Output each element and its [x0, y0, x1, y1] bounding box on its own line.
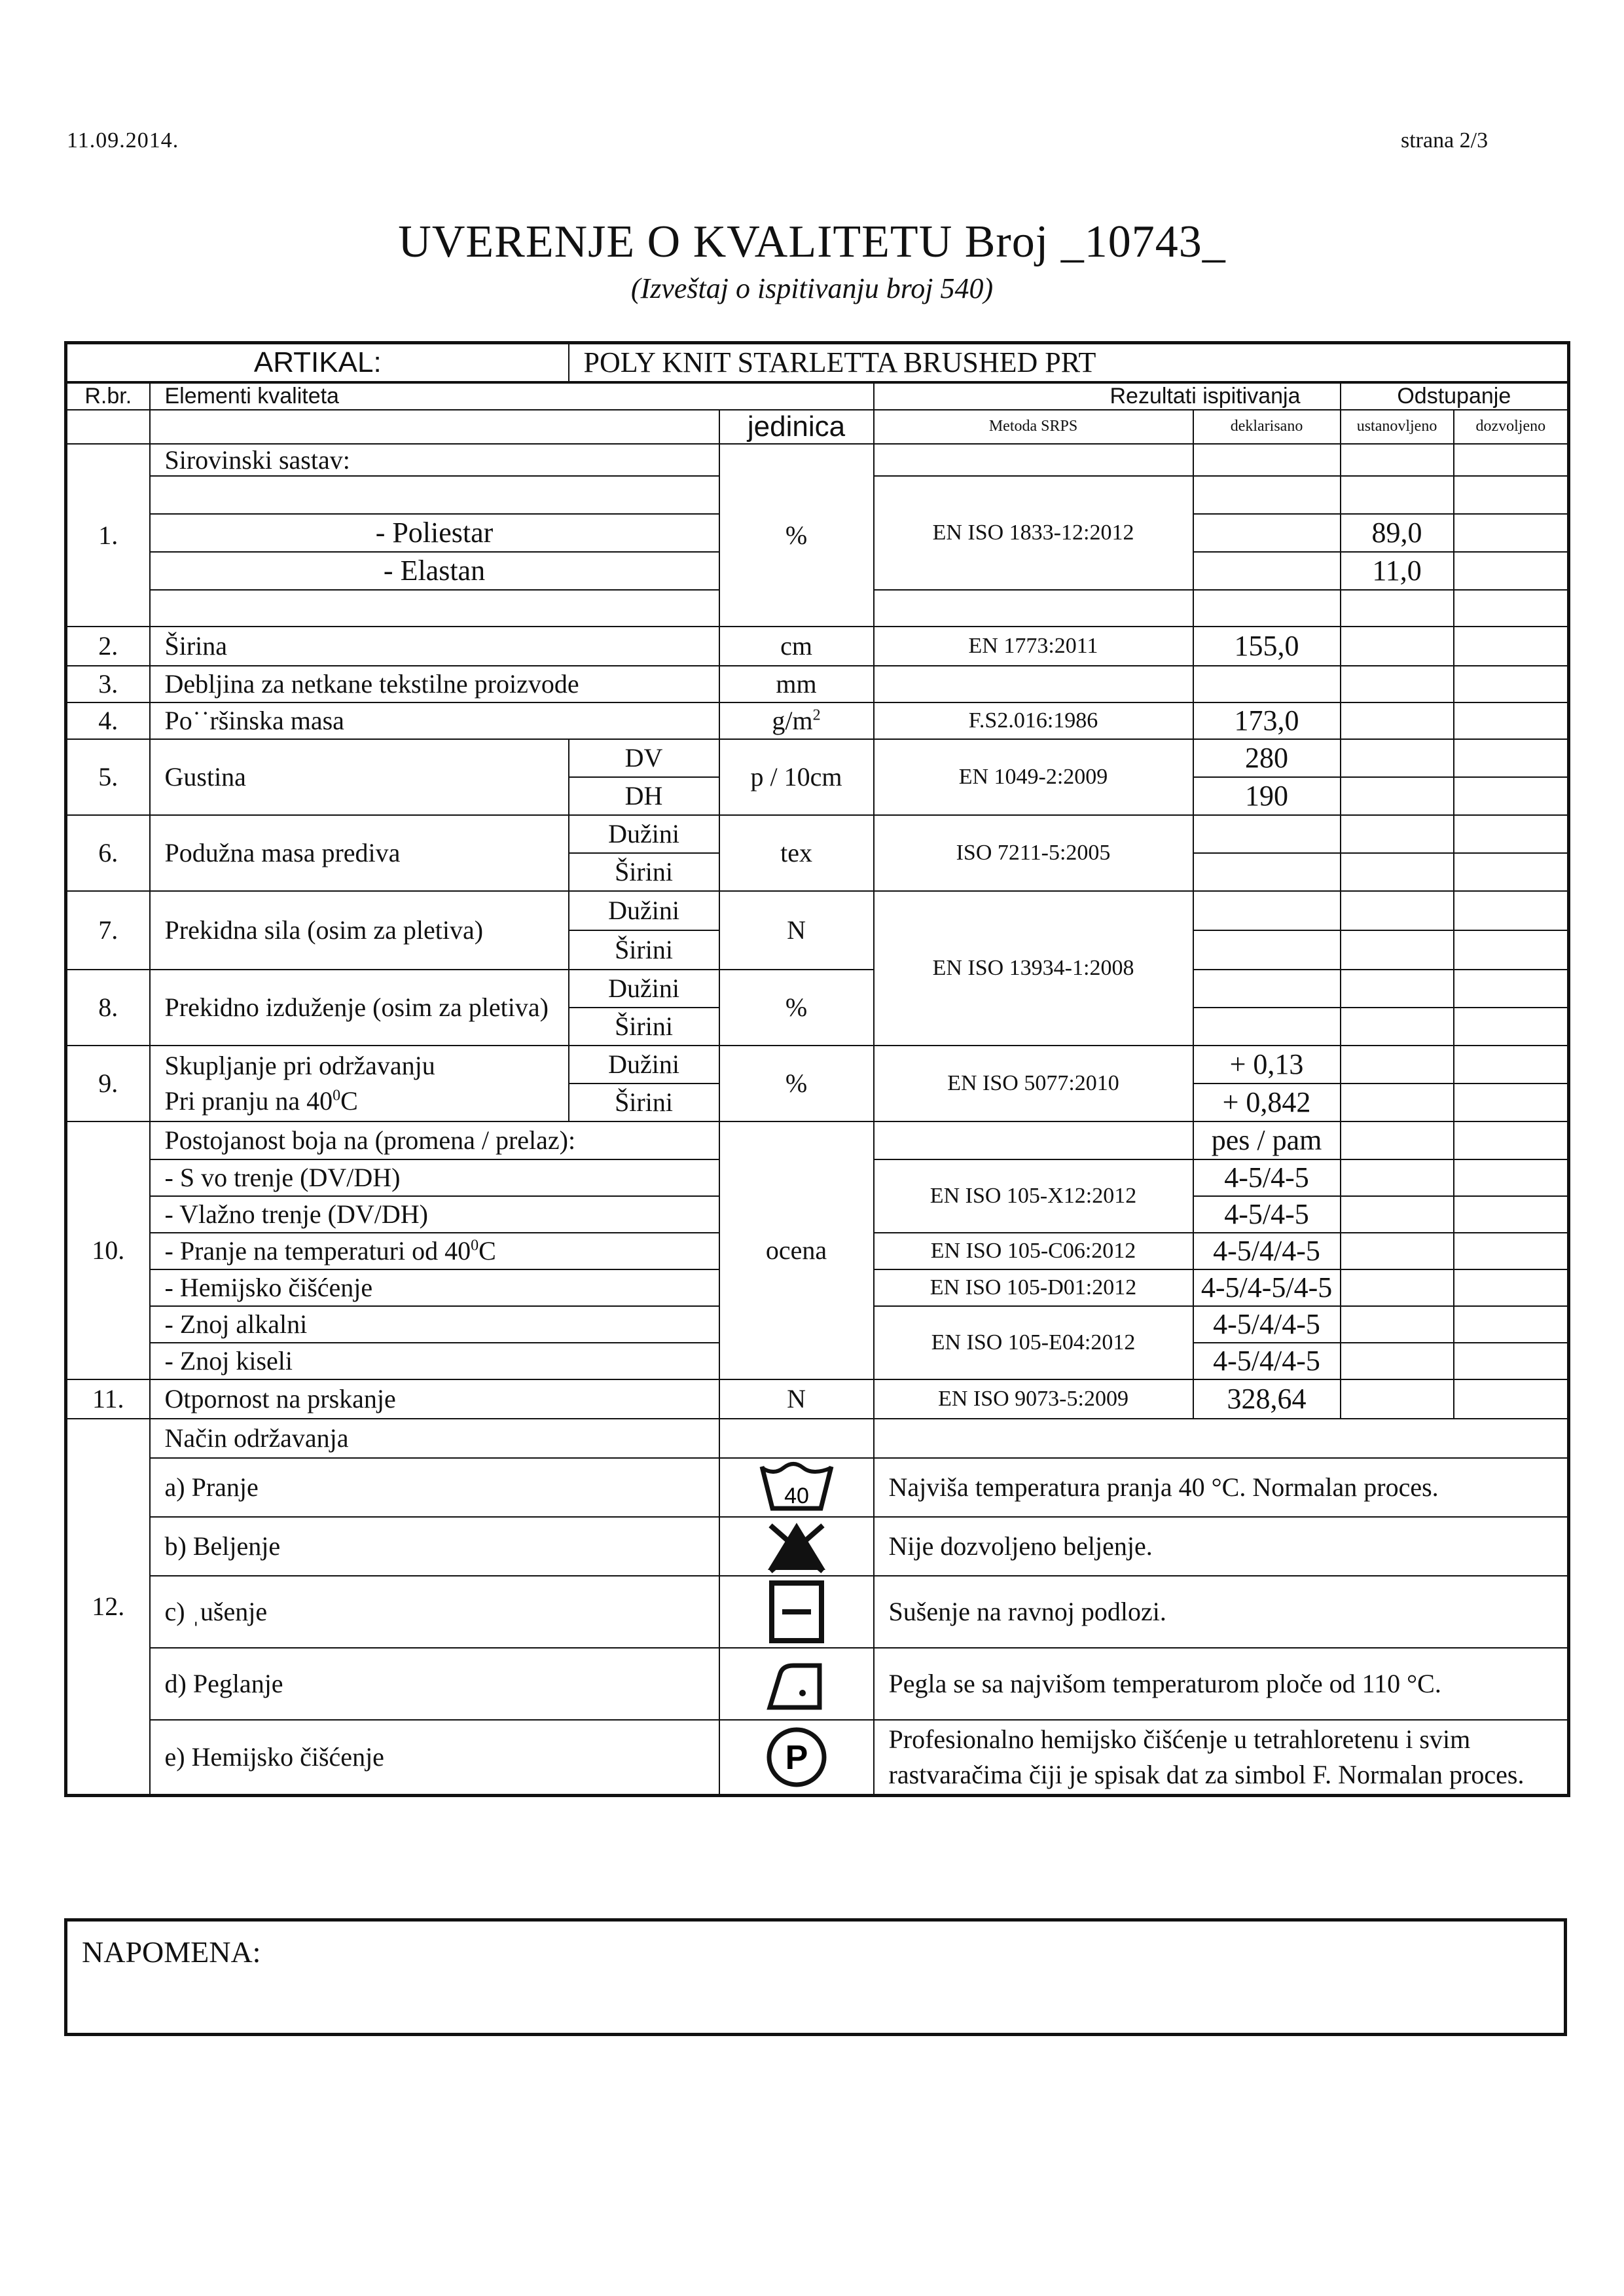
blank-cell [1341, 1008, 1454, 1046]
row-8-sub2: Širini [569, 1008, 719, 1046]
row-1-method: EN ISO 1833-12:2012 [874, 476, 1193, 590]
row-7-sub2: Širini [569, 930, 719, 970]
row-10-item-label: - Znoj kiseli [150, 1343, 719, 1379]
row-6-sub2: Širini [569, 853, 719, 891]
care-row [66, 1720, 1569, 1796]
blank-cell [1341, 1343, 1454, 1379]
row-8a [66, 970, 1569, 1008]
blank-cell [1341, 590, 1454, 627]
row-10-item-label [150, 1233, 719, 1269]
row-8-number: 8. [66, 970, 150, 1046]
row-2-number: 2. [66, 627, 150, 666]
row-12-head-label: Način održavanja [150, 1419, 719, 1458]
row-10-item-label: - Znoj alkalni [150, 1306, 719, 1343]
blank-cell [1193, 853, 1341, 891]
elastan-label: - Elastan [150, 552, 719, 590]
care-icon-cell [719, 1648, 874, 1720]
row-10-head-value: pes / pam [1193, 1121, 1341, 1159]
row-4-method: F.S2.016:1986 [874, 702, 1193, 739]
row-4-unit [719, 702, 874, 739]
row-3-unit: mm [719, 666, 874, 702]
row-10-item-value: 4-5/4/4-5 [1193, 1343, 1341, 1379]
row-10-item-value: 4-5/4/4-5 [1193, 1306, 1341, 1343]
dry-flat-icon [764, 1579, 829, 1645]
blank-cell [1454, 552, 1569, 590]
header-row [66, 382, 1569, 410]
blank-cell [874, 1121, 1193, 1159]
row-6-unit: tex [719, 815, 874, 891]
blank-cell [150, 410, 719, 444]
subheader-row [66, 410, 1569, 444]
row-10-method-3: EN ISO 105-D01:2012 [874, 1269, 1193, 1306]
page-number: strana 2/3 [1401, 128, 1489, 153]
row-8-sub1: Dužini [569, 970, 719, 1008]
blank-cell [1341, 1269, 1454, 1306]
blank-cell [1454, 590, 1569, 627]
row-5-label: Gustina [150, 739, 569, 815]
row-5-number: 5. [66, 739, 150, 815]
wash-40-icon [748, 1461, 846, 1514]
unit-base: g/m [772, 706, 813, 735]
row-5-unit: p / 10cm [719, 739, 874, 815]
care-desc [874, 1720, 1569, 1796]
blank-cell [1193, 514, 1341, 552]
blank-cell [1341, 1233, 1454, 1269]
row-10-unit: ocena [719, 1121, 874, 1379]
row-7-unit: N [719, 891, 874, 970]
blank-cell [1341, 853, 1454, 891]
dry-clean-letter: P [785, 1738, 808, 1777]
blank-cell [1454, 444, 1569, 476]
row-9-v2: + 0,842 [1193, 1084, 1341, 1121]
row-11-number: 11. [66, 1379, 150, 1419]
document-date: 11.09.2014. [67, 128, 179, 153]
row-10-item-label: - Vlažno trenje (DV/DH) [150, 1196, 719, 1233]
blank-cell [1454, 853, 1569, 891]
blank-cell [1193, 1008, 1341, 1046]
row-6-method: ISO 7211-5:2005 [874, 815, 1193, 891]
row-2-label: Širina [150, 627, 719, 666]
item-label-sup: 0 [471, 1237, 479, 1254]
care-label: b) Beljenje [150, 1517, 719, 1576]
row-9-v1: + 0,13 [1193, 1046, 1341, 1084]
blank-cell [1341, 1196, 1454, 1233]
care-row [66, 1576, 1569, 1648]
row-10-method-1: EN ISO 105-X12:2012 [874, 1159, 1193, 1233]
row-5-sub2: DH [569, 777, 719, 815]
care-icon-cell [719, 1517, 874, 1576]
row-7-8-method: EN ISO 13934-1:2008 [874, 891, 1193, 1046]
col-metoda: Metoda SRPS [874, 410, 1193, 444]
blank-cell [1454, 1306, 1569, 1343]
row-9-number: 9. [66, 1046, 150, 1121]
row-12-number: 12. [66, 1419, 150, 1796]
blank-cell [1341, 739, 1454, 777]
item-label-end: C [478, 1236, 496, 1266]
row-1-number: 1. [66, 444, 150, 627]
row-2-method: EN 1773:2011 [874, 627, 1193, 666]
dry-clean-p-icon [764, 1724, 829, 1790]
row-11-unit: N [719, 1379, 874, 1419]
blank-cell [1341, 1046, 1454, 1084]
row-6a [66, 815, 1569, 853]
blank-cell [1454, 930, 1569, 970]
no-bleach-icon [757, 1519, 836, 1574]
blank-cell [874, 1419, 1569, 1458]
row-9a [66, 1046, 1569, 1084]
col-elementi: Elementi kvaliteta [150, 382, 874, 410]
row-1-unit: % [719, 444, 874, 627]
row-9-method: EN ISO 5077:2010 [874, 1046, 1193, 1121]
blank-cell [1454, 627, 1569, 666]
sirovinski-label: Sirovinski sastav: [150, 444, 719, 476]
blank-cell [874, 666, 1193, 702]
napomena-box [64, 1918, 1567, 2036]
care-row [66, 1517, 1569, 1576]
care-icon-cell [719, 1576, 874, 1648]
care-label: e) Hemijsko čišćenje [150, 1720, 719, 1796]
care-row [66, 1648, 1569, 1720]
row-10-item-value: 4-5/4-5 [1193, 1159, 1341, 1196]
care-label: d) Peglanje [150, 1648, 719, 1720]
blank-cell [1341, 1121, 1454, 1159]
blank-cell [1341, 444, 1454, 476]
row-10-method-2: EN ISO 105-C06:2012 [874, 1233, 1193, 1269]
col-rbr: R.br. [66, 382, 150, 410]
row-5-sub1: DV [569, 739, 719, 777]
blank-cell [1454, 739, 1569, 777]
blank-cell [1193, 590, 1341, 627]
blank-cell [1454, 1008, 1569, 1046]
blank-cell [1193, 930, 1341, 970]
poliestar-value: 89,0 [1341, 514, 1454, 552]
row-10-item-value: 4-5/4-5/4-5 [1193, 1269, 1341, 1306]
row-6-number: 6. [66, 815, 150, 891]
row-5-method: EN 1049-2:2009 [874, 739, 1193, 815]
elastan-value: 11,0 [1341, 552, 1454, 590]
item-label-base: - Pranje na temperaturi od 40 [164, 1236, 471, 1266]
wash-temp-text: 40 [784, 1483, 809, 1508]
row-9-label2-sup: 0 [333, 1087, 341, 1104]
row-2 [66, 627, 1569, 666]
row-10-head [66, 1121, 1569, 1159]
blank-cell [1454, 1196, 1569, 1233]
row-9-sub2: Širini [569, 1084, 719, 1121]
blank-cell [1341, 930, 1454, 970]
row-4-number: 4. [66, 702, 150, 739]
row-10-item-label: - S vo trenje (DV/DH) [150, 1159, 719, 1196]
blank-cell [1193, 891, 1341, 930]
unit-sup: 2 [812, 706, 821, 724]
blank-cell [1454, 1343, 1569, 1379]
care-icon-cell [719, 1720, 874, 1796]
blank-cell [1454, 514, 1569, 552]
blank-cell [1341, 476, 1454, 514]
blank-cell [1454, 666, 1569, 702]
blank-cell [1193, 815, 1341, 853]
blank-cell [1454, 1159, 1569, 1196]
blank-cell [150, 590, 719, 627]
row-10-item-label: - Hemijsko čišćenje [150, 1269, 719, 1306]
care-desc: Pegla se sa najvišom temperaturom ploče od 110 °C. [874, 1648, 1569, 1720]
row-5-v2: 190 [1193, 777, 1341, 815]
blank-cell [1454, 1084, 1569, 1121]
row-3 [66, 666, 1569, 702]
blank-cell [1341, 627, 1454, 666]
blank-cell [1341, 702, 1454, 739]
row-11-method: EN ISO 9073-5:2009 [874, 1379, 1193, 1419]
blank-cell [1454, 815, 1569, 853]
col-jedinica: jedinica [719, 410, 874, 444]
blank-cell [1454, 1233, 1569, 1269]
row-6-label: Podužna masa prediva [150, 815, 569, 891]
row-9-sub1: Dužini [569, 1046, 719, 1084]
blank-cell [1341, 666, 1454, 702]
document-title: UVERENJE O KVALITETU Broj _10743_ [398, 217, 1226, 267]
artikal-row [66, 343, 1569, 382]
care-desc-line1: Profesionalno hemijsko čišćenje u tetrahloretenu i svim [888, 1724, 1471, 1754]
blank-cell [1341, 815, 1454, 853]
care-desc-line2: rastvaračima čiji je spisak dat za simbol F. Normalan proces. [888, 1759, 1525, 1789]
blank-cell [1454, 1046, 1569, 1084]
row-9-label2-end: C [340, 1085, 358, 1116]
row-4-value: 173,0 [1193, 702, 1341, 739]
care-label: c) ˌušenje [150, 1576, 719, 1648]
blank-cell [1341, 1159, 1454, 1196]
poliestar-label: - Poliestar [150, 514, 719, 552]
care-label: a) Pranje [150, 1458, 719, 1517]
blank-cell [1193, 476, 1341, 514]
row-6-sub1: Dužini [569, 815, 719, 853]
blank-cell [1341, 970, 1454, 1008]
blank-cell [874, 444, 1193, 476]
quality-table [64, 341, 1570, 1797]
blank-cell [1193, 444, 1341, 476]
blank-cell [150, 476, 719, 514]
blank-cell [1193, 666, 1341, 702]
blank-cell [1193, 970, 1341, 1008]
row-8-unit: % [719, 970, 874, 1046]
blank-cell [1341, 1084, 1454, 1121]
row-5a [66, 739, 1569, 777]
row-10-item-value: 4-5/4-5 [1193, 1196, 1341, 1233]
row-9-label [150, 1046, 569, 1121]
col-rezultati: Rezultati ispitivanja [874, 382, 1341, 410]
care-desc: Sušenje na ravnoj podlozi. [874, 1576, 1569, 1648]
blank-cell [1341, 1306, 1454, 1343]
col-dozvoljeno: dozvoljeno [1454, 410, 1569, 444]
row-3-label: Debljina za netkane tekstilne proizvode [150, 666, 719, 702]
blank-cell [1454, 970, 1569, 1008]
blank-cell [1454, 702, 1569, 739]
row-4 [66, 702, 1569, 739]
blank-cell [1341, 1379, 1454, 1419]
row-7-number: 7. [66, 891, 150, 970]
blank-cell [1341, 777, 1454, 815]
care-desc: Nije dozvoljeno beljenje. [874, 1517, 1569, 1576]
col-deklarisano: deklarisano [1193, 410, 1341, 444]
row-8-label: Prekidno izduženje (osim za pletiva) [150, 970, 569, 1046]
row-2-unit: cm [719, 627, 874, 666]
blank-cell [1193, 552, 1341, 590]
row-7a [66, 891, 1569, 930]
blank-cell [1454, 476, 1569, 514]
care-icon-cell [719, 1458, 874, 1517]
document-subtitle: (Izveštaj o ispitivanju broj 540) [630, 272, 994, 304]
blank-cell [719, 1419, 874, 1458]
blank-cell [1454, 1269, 1569, 1306]
blank-cell [1454, 1379, 1569, 1419]
row-7-label: Prekidna sila (osim za pletiva) [150, 891, 569, 970]
row-2-value: 155,0 [1193, 627, 1341, 666]
iron-110-icon [761, 1656, 833, 1711]
row-11-label: Otpornost na prskanje [150, 1379, 719, 1419]
row-11-value: 328,64 [1193, 1379, 1341, 1419]
row-12-head [66, 1419, 1569, 1458]
row-7-sub1: Dužini [569, 891, 719, 930]
row-10-item-value: 4-5/4/4-5 [1193, 1233, 1341, 1269]
row-3-number: 3. [66, 666, 150, 702]
col-odstupanje: Odstupanje [1341, 382, 1569, 410]
blank-cell [874, 590, 1193, 627]
row-10-head-label: Postojanost boja na (promena / prelaz): [150, 1121, 719, 1159]
artikal-label: ARTIKAL: [66, 343, 569, 382]
napomena-label: NAPOMENA: [82, 1935, 261, 1969]
row-9-unit: % [719, 1046, 874, 1121]
row-11 [66, 1379, 1569, 1419]
row-10-method-4: EN ISO 105-E04:2012 [874, 1306, 1193, 1379]
artikal-value: POLY KNIT STARLETTA BRUSHED PRT [569, 343, 1569, 382]
blank-cell [66, 410, 150, 444]
care-row [66, 1458, 1569, 1517]
blank-cell [1454, 891, 1569, 930]
blank-cell [1454, 1121, 1569, 1159]
row-9-label2-base: Pri pranju na 40 [164, 1085, 333, 1116]
row-10-number: 10. [66, 1121, 150, 1379]
row-9-label-line1: Skupljanje pri održavanju [164, 1050, 435, 1080]
row-1-head [66, 444, 1569, 476]
row-4-label: Po˙˙ršinska masa [150, 702, 719, 739]
blank-cell [1341, 891, 1454, 930]
row-5-v1: 280 [1193, 739, 1341, 777]
col-ustanovljeno: ustanovljeno [1341, 410, 1454, 444]
care-desc: Najviša temperatura pranja 40 °C. Normalan proces. [874, 1458, 1569, 1517]
blank-cell [1454, 777, 1569, 815]
